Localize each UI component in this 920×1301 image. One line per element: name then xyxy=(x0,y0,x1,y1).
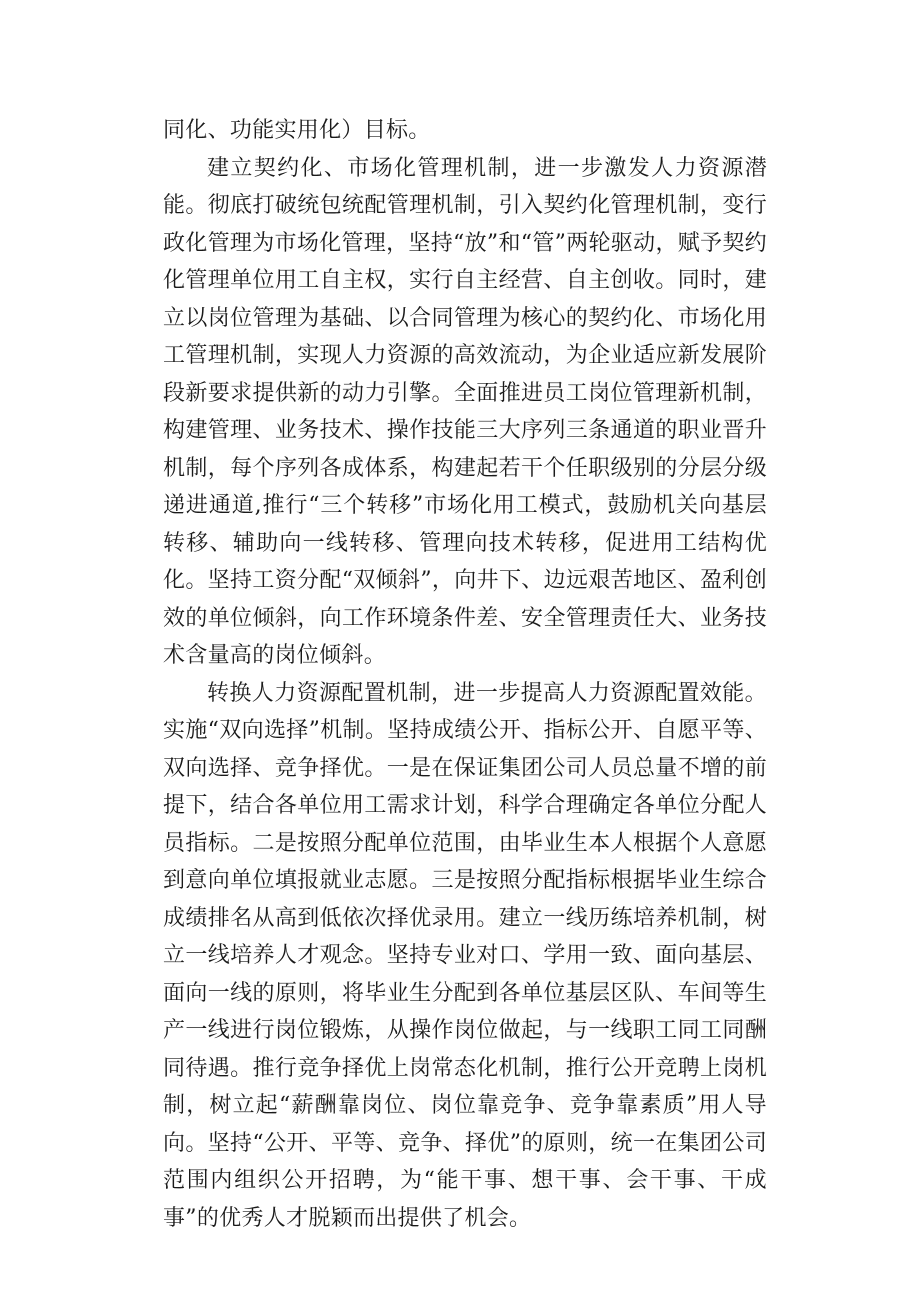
paragraph-allocation-mechanism: 转换人力资源配置机制，进一步提高人力资源配置效能。实施“双向选择”机制。坚持成绩公开、指标公开、自愿平等、双向选择、竞争择优。一是在保证集团公司人员总量不增的前提下，结合各单位用工需求计划，科学合理确定各单位分配人员指标。二是按照分配单位范围，由毕业生本人根据个人意愿到意向单位填报就业志愿。三是按照分配指标根据毕业生综合成绩排名从高到低依次择优录用。建立一线历练培养机制，树立一线培养人才观念。坚持专业对口、学用一致、面向基层、面向一线的原则，将毕业生分配到各单位基层区队、车间等生产一线进行岗位锻炼，从操作岗位做起，与一线职工同工同酬同待遇。推行竞争择优上岗常态化机制，推行公开竞聘上岗机制，树立起“薪酬靠岗位、岗位靠竞争、竞争靠素质”用人导向。坚持“公开、平等、竞争、择优”的原则，统一在集团公司范围内组织公开招聘，为“能干事、想干事、会干事、干成事”的优秀人才脱颖而出提供了机会。 xyxy=(163,680,767,1231)
paragraph-contract-mechanism: 建立契约化、市场化管理机制，进一步激发人力资源潜能。彻底打破统包统配管理机制，引入契约化管理机制，变行政化管理为市场化管理，坚持“放”和“管”两轮驱动，赋予契约化管理单位用工自主权，实行自主经营、自主创收。同时，建立以岗位管理为基础、以合同管理为核心的契约化、市场化用工管理机制，实现人力资源的高效流动，为企业适应新发展阶段新要求提供新的动力引擎。全面推进员工岗位管理新机制，构建管理、业务技术、操作技能三大序列三条通道的职业晋升机制，每个序列各成体系，构建起若干个任职级别的分层分级递进通道,推行“三个转移”市场化用工模式，鼓励机关向基层转移、辅助向一线转移、管理向技术转移，促进用工结构优化。坚持工资分配“双倾斜”，向井下、边远艰苦地区、盈利创效的单位倾斜，向工作环境条件差、安全管理责任大、业务技术含量高的岗位倾斜。 xyxy=(163,155,767,668)
body-text xyxy=(163,112,767,1237)
paragraph-continuation: 同化、功能实用化）目标。 xyxy=(163,118,431,143)
